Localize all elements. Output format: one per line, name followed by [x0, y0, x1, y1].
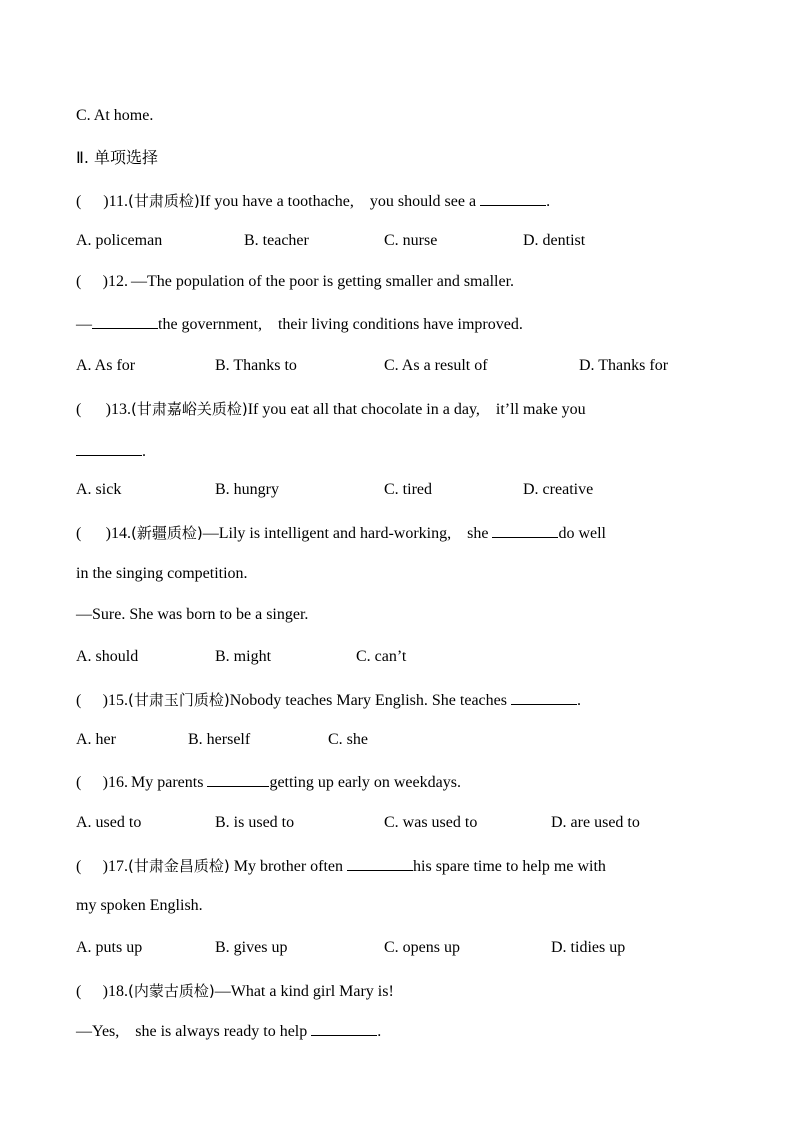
option-d: D. creative	[523, 481, 594, 498]
question-13	[76, 399, 586, 420]
option-d: D. are used to	[551, 814, 640, 831]
question-text: My parents	[131, 774, 204, 791]
question-14-line2: in the singing competition.	[76, 565, 248, 582]
option-b: B. teacher	[244, 232, 309, 249]
question-source: (甘肃质检)	[128, 192, 200, 210]
answer-blank	[492, 523, 558, 538]
prev-option: C. At home.	[76, 107, 154, 124]
answer-paren[interactable]: ( )12.	[76, 273, 128, 290]
option-a: A. sick	[76, 481, 122, 498]
option-c: C. was used to	[384, 814, 478, 831]
question-17: ( )17. (甘肃金昌质检) My brother often his spare time to help me with	[76, 857, 606, 875]
question-text: If you eat all that chocolate in a day, it’ll make you	[247, 401, 586, 418]
question-17-line2: my spoken English.	[76, 897, 203, 914]
option-c: C. she	[328, 731, 368, 748]
option-c: C. can’t	[356, 648, 407, 665]
question-12	[76, 272, 514, 292]
question-18	[76, 981, 394, 1002]
answer-blank	[347, 856, 413, 871]
answer-blank	[76, 441, 142, 456]
answer-blank	[480, 191, 546, 206]
question-18-line2: —Yes, she is always ready to help .	[76, 1023, 382, 1040]
question-text: —Lily is intelligent and hard-working, she	[202, 525, 489, 542]
option-c: C. tired	[384, 481, 432, 498]
option-c: C. As a result of	[384, 357, 488, 374]
option-b: B. is used to	[215, 814, 295, 831]
option-a: A. should	[76, 648, 139, 665]
option-a: A. used to	[76, 814, 142, 831]
question-14-line3: —Sure. She was born to be a singer.	[76, 606, 309, 623]
answer-paren[interactable]: ( )15.	[76, 692, 128, 709]
option-b: B. herself	[188, 731, 251, 748]
option-a: A. her	[76, 731, 116, 748]
option-b: B. Thanks to	[215, 357, 297, 374]
question-16: ( )16. My parents getting up early on weekdays.	[76, 774, 461, 791]
option-d: D. dentist	[523, 232, 586, 249]
question-text: My brother often	[229, 858, 344, 875]
question-text: —The population of the poor is getting smaller and smaller.	[131, 273, 515, 290]
answer-blank	[207, 772, 269, 787]
question-source: (甘肃玉门质检)	[128, 691, 230, 709]
question-source: (甘肃金昌质检)	[128, 857, 230, 875]
option-b: B. hungry	[215, 481, 279, 498]
option-c: C. nurse	[384, 232, 438, 249]
question-text: If you have a toothache, you should see a	[199, 193, 477, 210]
option-c: C. opens up	[384, 939, 460, 956]
answer-paren[interactable]: ( )13.	[76, 401, 131, 418]
section-title: . 单项选择	[83, 148, 159, 167]
option-a: A. policeman	[76, 232, 163, 249]
question-text: Nobody teaches Mary English. She teaches	[229, 692, 507, 709]
question-13-line2: .	[76, 441, 146, 462]
question-15: ( )15. (甘肃玉门质检)Nobody teaches Mary English. She teaches .	[76, 691, 581, 709]
answer-paren[interactable]: ( )16.	[76, 774, 128, 791]
option-a: A. As for	[76, 357, 136, 374]
question-source: (内蒙古质检)	[128, 982, 215, 1000]
option-b: B. might	[215, 648, 272, 665]
section-header	[76, 148, 158, 168]
answer-paren[interactable]: ( )14.	[76, 525, 131, 542]
option-b: B. gives up	[215, 939, 288, 956]
question-text: —What a kind girl Mary is!	[214, 983, 394, 1000]
question-source: (甘肃嘉峪关质检)	[131, 400, 248, 418]
option-d: D. Thanks for	[579, 357, 669, 374]
question-14: ( )14. (新疆质检)—Lily is intelligent and hard-working, she do well	[76, 524, 606, 542]
answer-paren[interactable]: ( )11.	[76, 193, 128, 210]
question-11: ( )11. (甘肃质检)If you have a toothache, you should see a .	[76, 192, 551, 210]
question-12-line2: — the government, their living conditions have improved.	[76, 316, 523, 333]
answer-blank	[92, 314, 158, 329]
answer-paren[interactable]: ( )17.	[76, 858, 128, 875]
answer-blank	[311, 1021, 377, 1036]
option-a: A. puts up	[76, 939, 143, 956]
section-numeral: Ⅱ	[76, 148, 84, 167]
answer-paren[interactable]: ( )18.	[76, 983, 128, 1000]
answer-blank	[511, 690, 577, 705]
option-d: D. tidies up	[551, 939, 626, 956]
question-source: (新疆质检)	[131, 524, 203, 542]
